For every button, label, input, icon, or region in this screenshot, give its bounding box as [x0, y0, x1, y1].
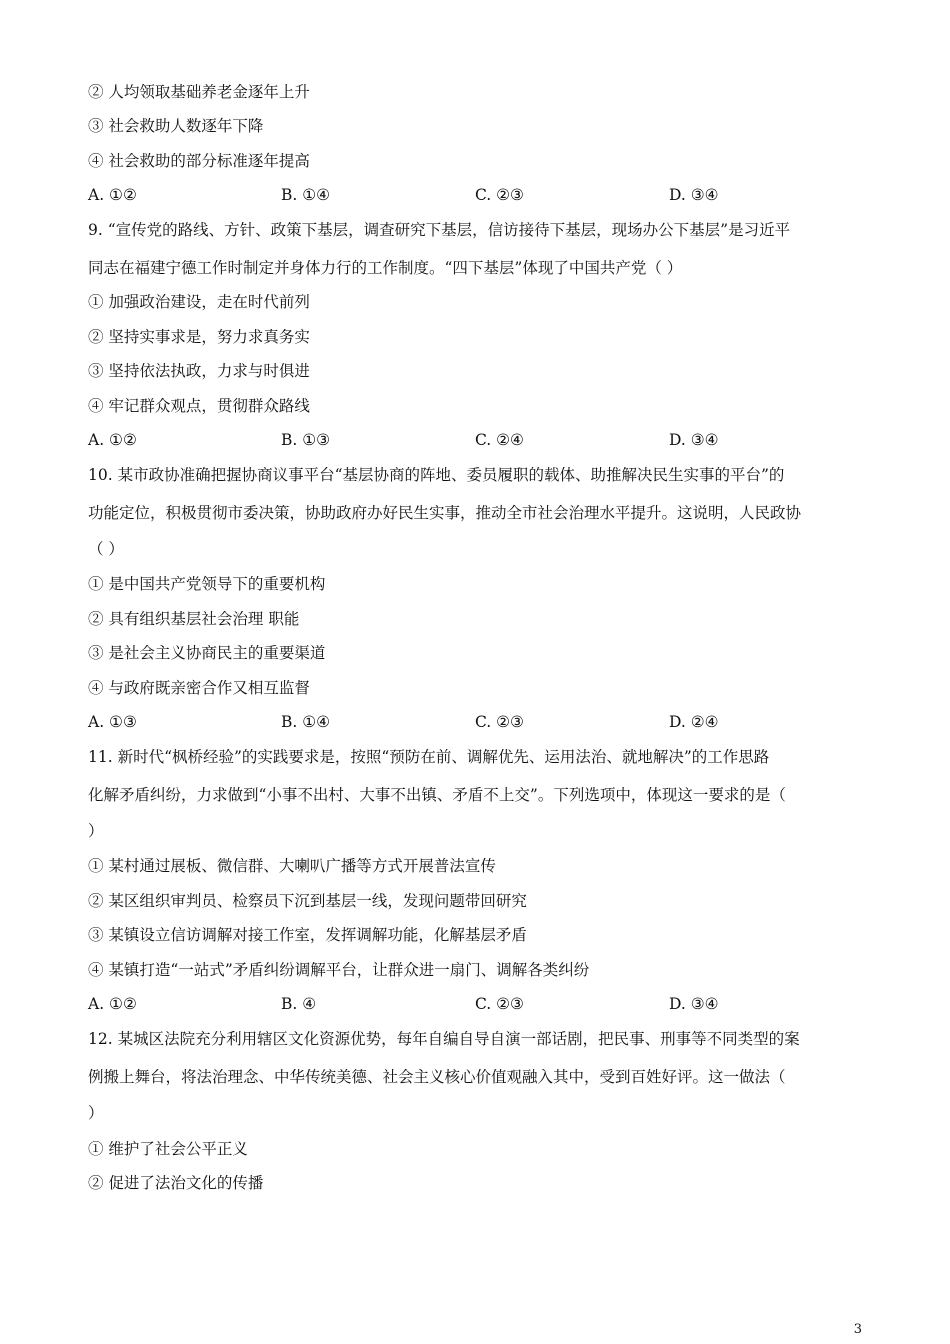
q9-stem-line-1: 9. “宣传党的路线、方针、政策下基层，调查研究下基层，信访接待下基层，现场办公下基层”是习近平	[88, 221, 791, 239]
q10-stem-line-2: 功能定位，积极贯彻市委决策，协助政府办好民生实事，推动全市社会治理水平提升。这说明，人民政协	[88, 504, 802, 522]
q10-option-b: B. ①④	[281, 713, 331, 731]
q12-item-1: ① 维护了社会公平正义	[88, 1140, 248, 1158]
q9-option-c: C. ②④	[475, 431, 524, 449]
q8-item-3: ③ 社会救助人数逐年下降	[88, 117, 264, 135]
q11-option-d: D. ③④	[669, 995, 719, 1013]
q8-item-4: ④ 社会救助的部分标准逐年提高	[88, 152, 310, 170]
q11-item-2: ② 某区组织审判员、检察员下沉到基层一线，发现问题带回研究	[88, 892, 527, 910]
q9-item-1: ① 加强政治建设，走在时代前列	[88, 293, 310, 311]
q11-option-b: B. ④	[281, 995, 317, 1013]
q10-item-3: ③ 是社会主义协商民主的重要渠道	[88, 644, 326, 662]
q8-option-b: B. ①④	[281, 186, 331, 204]
q11-item-3: ③ 某镇设立信访调解对接工作室，发挥调解功能，化解基层矛盾	[88, 926, 527, 944]
q12-stem-line-1: 12. 某城区法院充分利用辖区文化资源优势，每年自编自导自演一部话剧，把民事、刑事等不同类型的案	[88, 1030, 800, 1048]
q11-option-a: A. ①②	[88, 995, 137, 1013]
q9-option-b: B. ①③	[281, 431, 331, 449]
q8-option-a: A. ①②	[88, 186, 137, 204]
q8-option-d: D. ③④	[669, 186, 719, 204]
q9-item-4: ④ 牢记群众观点，贯彻群众路线	[88, 397, 310, 415]
q12-item-2: ② 促进了法治文化的传播	[88, 1174, 264, 1192]
q9-item-2: ② 坚持实事求是，努力求真务实	[88, 328, 310, 346]
q10-stem-line-1: 10. 某市政协准确把握协商议事平台“基层协商的阵地、委员履职的载体、助推解决民生实事的平台”的	[88, 466, 785, 484]
q10-item-4: ④ 与政府既亲密合作又相互监督	[88, 679, 310, 697]
page-number: 3	[853, 1322, 862, 1337]
q9-option-d: D. ③④	[669, 431, 719, 449]
q12-stem-line-2: 例搬上舞台，将法治理念、中华传统美德、社会主义核心价值观融入其中，受到百姓好评。这一做法（	[88, 1068, 786, 1086]
q9-item-3: ③ 坚持依法执政，力求与时俱进	[88, 362, 310, 380]
q10-option-d: D. ②④	[669, 713, 719, 731]
q11-option-c: C. ②③	[475, 995, 524, 1013]
q11-stem-line-3: ）	[88, 822, 104, 840]
q11-stem-line-1: 11. 新时代“枫桥经验”的实践要求是，按照“预防在前、调解优先、运用法治、就地解决”的工作思路	[88, 748, 770, 766]
q12-stem-line-3: ）	[88, 1104, 104, 1122]
q10-option-a: A. ①③	[88, 713, 137, 731]
q10-item-2: ② 具有组织基层社会治理 职能	[88, 610, 300, 628]
q10-stem-line-3: （ ）	[88, 540, 124, 558]
q9-stem-line-2: 同志在福建宁德工作时制定并身体力行的工作制度。“四下基层”体现了中国共产党（ ）	[88, 259, 683, 277]
q11-item-4: ④ 某镇打造“一站式”矛盾纠纷调解平台，让群众进一扇门、调解各类纠纷	[88, 961, 590, 979]
q8-option-c: C. ②③	[475, 186, 524, 204]
q9-option-a: A. ①②	[88, 431, 137, 449]
q8-item-2: ② 人均领取基础养老金逐年上升	[88, 83, 310, 101]
q11-item-1: ① 某村通过展板、微信群、大喇叭广播等方式开展普法宣传	[88, 857, 496, 875]
q10-option-c: C. ②③	[475, 713, 524, 731]
q10-item-1: ① 是中国共产党领导下的重要机构	[88, 575, 326, 593]
q11-stem-line-2: 化解矛盾纠纷，力求做到“小事不出村、大事不出镇、矛盾不上交”。下列选项中，体现这一要求的是（	[88, 786, 786, 804]
